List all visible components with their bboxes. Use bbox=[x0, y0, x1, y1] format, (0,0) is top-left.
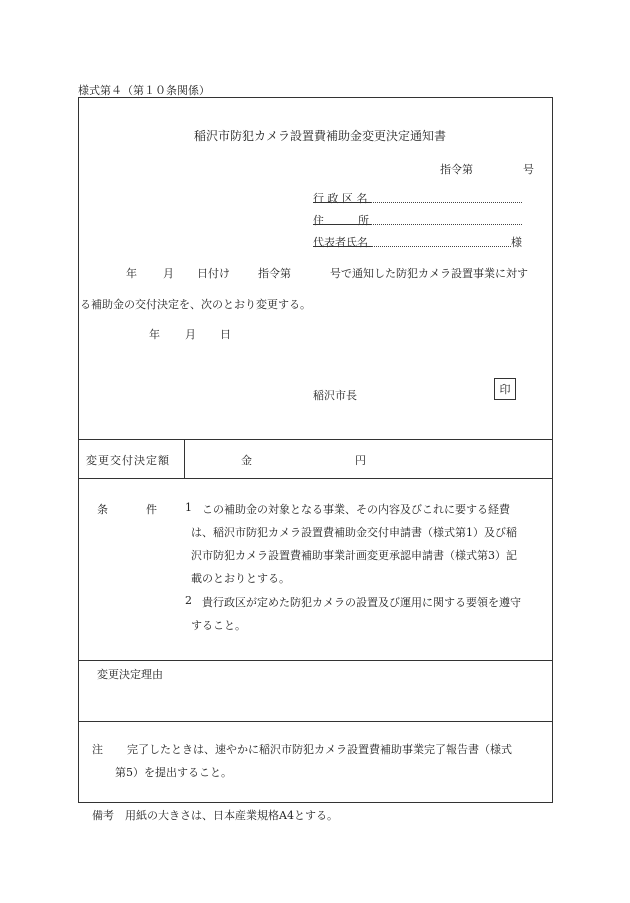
date-year: 年 bbox=[149, 328, 160, 341]
form-label: 様式第４（第１０条関係） bbox=[78, 84, 210, 97]
address-label-2: 所 bbox=[358, 214, 369, 227]
conditions-label-1: 条 bbox=[97, 503, 108, 516]
issuer: 稲沢市長 bbox=[313, 389, 357, 402]
condition-1-number: 1 bbox=[185, 501, 192, 514]
condition-1-line-1: この補助金の対象となる事業、その内容及びこれに要する経費 bbox=[202, 503, 510, 516]
document-title: 稲沢市防犯カメラ設置費補助金変更決定通知書 bbox=[194, 129, 447, 143]
note-label: 注 bbox=[92, 743, 103, 756]
reason-label: 変更決定理由 bbox=[97, 668, 163, 681]
address-field[interactable] bbox=[371, 224, 522, 225]
condition-2-line-2: すること。 bbox=[191, 619, 246, 632]
body-ref: 指令第 bbox=[258, 267, 291, 280]
district-label: 行 政 区 名 bbox=[313, 192, 368, 205]
ref-number-suffix: 号 bbox=[523, 163, 534, 176]
body-year: 年 bbox=[126, 267, 137, 280]
condition-1-line-2: は、稲沢市防犯カメラ設置費補助金交付申請書（様式第1）及び稲 bbox=[191, 526, 517, 539]
body-month: 月 bbox=[163, 267, 174, 280]
representative-label: 代表者氏名 bbox=[313, 236, 368, 249]
seal-box: 印 bbox=[494, 378, 516, 400]
divider-reason-bottom bbox=[78, 721, 553, 722]
conditions-label-2: 件 bbox=[146, 503, 157, 516]
remarks: 備考 用紙の大きさは、日本産業規格A4とする。 bbox=[92, 809, 338, 822]
divider-amount-top bbox=[78, 439, 553, 440]
ref-number-prefix: 指令第 bbox=[440, 163, 473, 176]
body-line1-tail: 号で通知した防犯カメラ設置事業に対す bbox=[330, 267, 528, 280]
condition-1-line-4: 載のとおりとする。 bbox=[191, 572, 290, 585]
date-month: 月 bbox=[185, 328, 196, 341]
divider-amount-label bbox=[184, 439, 185, 478]
address-label-underline bbox=[313, 224, 371, 225]
district-label-underline bbox=[313, 202, 371, 203]
body-dated: 日付け bbox=[197, 267, 230, 280]
condition-1-line-3: 沢市防犯カメラ設置費補助事業計画変更承認申請書（様式第3）記 bbox=[191, 549, 517, 562]
amount-yen-suffix: 円 bbox=[355, 454, 366, 467]
date-day: 日 bbox=[220, 328, 231, 341]
body-line2: る補助金の交付決定を、次のとおり変更する。 bbox=[80, 298, 311, 311]
district-field[interactable] bbox=[371, 202, 522, 203]
note-line-1: 完了したときは、速やかに稲沢市防犯カメラ設置費補助事業完了報告書（様式 bbox=[127, 743, 512, 756]
divider-conditions-bottom bbox=[78, 660, 553, 661]
representative-label-underline bbox=[313, 246, 371, 247]
address-label-1: 住 bbox=[313, 214, 324, 227]
representative-field[interactable] bbox=[371, 246, 511, 247]
condition-2-line-1: 貴行政区が定めた防犯カメラの設置及び運用に関する要領を遵守 bbox=[202, 596, 521, 609]
note-line-2: 第5）を提出すること。 bbox=[115, 766, 232, 779]
amount-label: 変更交付決定額 bbox=[86, 454, 170, 467]
honorific: 様 bbox=[511, 236, 522, 249]
divider-amount-bottom bbox=[78, 478, 553, 479]
amount-yen-prefix: 金 bbox=[241, 454, 252, 467]
condition-2-number: 2 bbox=[185, 594, 192, 607]
